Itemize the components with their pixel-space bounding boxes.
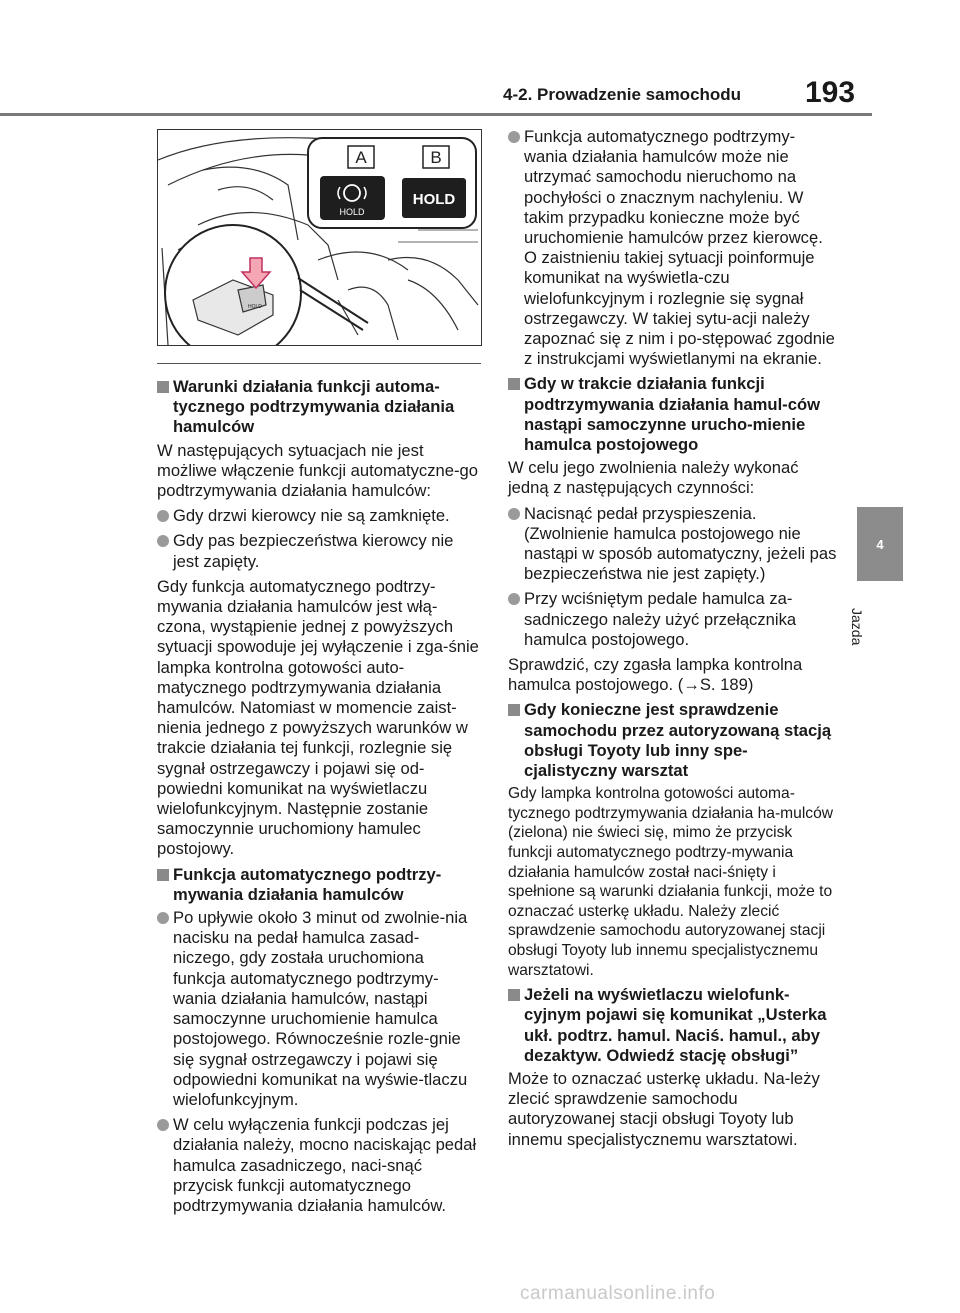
square-bullet-icon xyxy=(157,381,169,393)
heading-conditions: Warunki działania funkcji automa-tycznego podtrzymywania działania hamulców xyxy=(157,377,481,438)
paragraph: W celu jego zwolnienia należy wykonać jedną z następujących czynności: xyxy=(508,458,799,498)
circle-bullet-icon xyxy=(508,131,520,143)
button-a-text: HOLD xyxy=(339,207,365,217)
section-title: 4-2. Prowadzenie samochodu xyxy=(503,85,742,104)
chapter-tab[interactable] xyxy=(857,507,903,581)
header-rule xyxy=(0,113,872,116)
watermark: carmanualsonline.info xyxy=(520,1283,716,1304)
square-bullet-icon xyxy=(508,378,520,390)
heading-inspection: Gdy konieczne jest sprawdzenie samochodu przez autoryzowaną stacją obsługi Toyoty lub inny spe-cjalistyczny warsztat xyxy=(508,700,838,781)
chapter-label: Jazda xyxy=(849,608,865,646)
circle-bullet-icon xyxy=(508,593,520,605)
circle-bullet-icon xyxy=(157,535,169,547)
label-a: A xyxy=(355,148,367,167)
figure-divider xyxy=(157,363,481,364)
paragraph: W następujących sytuacjach nie jest możliwe włączenie funkcji automatyczne-go podtrzymywania działania hamulców: xyxy=(157,440,478,501)
circle-bullet-icon xyxy=(157,1119,169,1131)
heading-display-message: Jeżeli na wyświetlaczu wielofunk-cyjnym pojawi się komunikat „Usterka ukł. podtrz. hamul. Naciś. hamul., aby dezaktyw. Odwiedź stację obsługi” xyxy=(508,985,838,1066)
bullet-item: Funkcja automatycznego podtrzymy-wania działania hamulców może nie utrzymać samochodu nieruchomo na pochyłości o znacznym nachyleniu. W takim przypadku konieczne może być uruchomienie hamulców przez kierowcę. O zaistnieniu takiej sytuacji poinformuje komunikat na wyświetla-czu wielofunkcyjnym i rozlegnie się sygnał ostrzegawczy. W takiej sytu-acji należy zapoznać się z nim i po-stępować zgodnie z instrukcjami wyświetlanymi na ekranie. xyxy=(508,127,838,369)
bullet-item: Przy wciśniętym pedale hamulca za-sadniczego należy użyć przełącznika hamulca postojowego. xyxy=(508,589,838,650)
square-bullet-icon xyxy=(508,704,520,716)
paragraph: Może to oznaczać usterkę układu. Na-leży zlecić sprawdzenie samochodu autoryzowanej stacji obsługi Toyoty lub innemu specjalistycznemu warsztatowi. xyxy=(508,1069,820,1149)
square-bullet-icon xyxy=(157,869,169,881)
button-b-text: HOLD xyxy=(412,191,456,208)
square-bullet-icon xyxy=(508,989,520,1001)
bullet-item: W celu wyłączenia funkcji podczas jej działania należy, mocno naciskając pedał hamulca zasadniczego, naci-snąć przycisk funkcji automatycznego podtrzymywania działania hamulców. xyxy=(157,1115,481,1216)
bullet-item: Gdy pas bezpieczeństwa kierowcy nie jest zapięty. xyxy=(157,531,481,571)
label-b: B xyxy=(430,148,442,167)
paragraph: Sprawdzić, czy zgasła lampka kontrolna hamulca postojowego. (→S. 189) xyxy=(508,655,803,695)
left-column xyxy=(157,377,481,1221)
bullet-item: Po upływie około 3 minut od zwolnie-nia nacisku na pedał hamulca zasad-niczego, gdy została uruchomiona funkcja automatycznego podtrzymy-wania działania hamulców, nastąpi samoczynne uruchomienie hamulca postojowego. Równocześnie rozle-gnie się sygnał ostrzegawczy i pojawi się odpowiedni komunikat na wyświe-tlaczu wielofunkcyjnym. xyxy=(157,908,481,1110)
bullet-item: Nacisnąć pedał przyspieszenia. (Zwolnienie hamulca postojowego nie nastąpi w sposób automatyczny, jeżeli pas bezpieczeństwa nie jest zapięty.) xyxy=(508,504,838,585)
paragraph: Gdy lampka kontrolna gotowości automa-tycznego podtrzymywania działania ha-mulców (zielona) nie świeci się, mimo że przycisk funkcji automatycznego podtrzy-mywania działania hamulców został naci-śnięty i spełnione są warunki działania funkcji, może to oznaczać usterkę układu. Należy zlecić sprawdzenie samochodu autoryzowanej stacji obsługi Toyoty lub innemu specjalistycznemu warsztatowi. xyxy=(508,785,834,979)
hold-switch-illustration xyxy=(157,129,482,346)
dashboard-drawing xyxy=(158,130,481,345)
heading-auto-parking-brake: Gdy w trakcie działania funkcji podtrzymywania działania hamul-ców nastąpi samoczynne urucho-mienie hamulca postojowego xyxy=(508,374,838,455)
bullet-item: Gdy drzwi kierowcy nie są zamknięte. xyxy=(157,506,481,526)
heading-function: Funkcja automatycznego podtrzy-mywania działania hamulców xyxy=(157,865,481,905)
chapter-number: 4 xyxy=(876,536,884,552)
right-column xyxy=(508,127,838,1155)
paragraph: Gdy funkcja automatycznego podtrzy-mywania działania hamulców jest włą-czona, wystąpienie jednej z powyższych sytuacji spowoduje jej wyłączenie i zga-śnie lampka kontrolna gotowości auto-matycznego podtrzymywania działania hamulców. Natomiast w momencie zaist-nienia jednego z powyższych warunków w trakcie działania tej funkcji, rozlegnie się sygnał ostrzegawczy i pojawi się od-powiedni komunikat na wyświetlaczu wielofunkcyjnym. Następnie zostanie samoczynnie uruchomiony hamulec postojowy. xyxy=(157,576,479,859)
circle-bullet-icon xyxy=(157,912,169,924)
circle-bullet-icon xyxy=(508,508,520,520)
circle-bullet-icon xyxy=(157,510,169,522)
switch-hold-text: HOLD xyxy=(248,304,262,310)
page-number: 193 xyxy=(805,76,856,109)
